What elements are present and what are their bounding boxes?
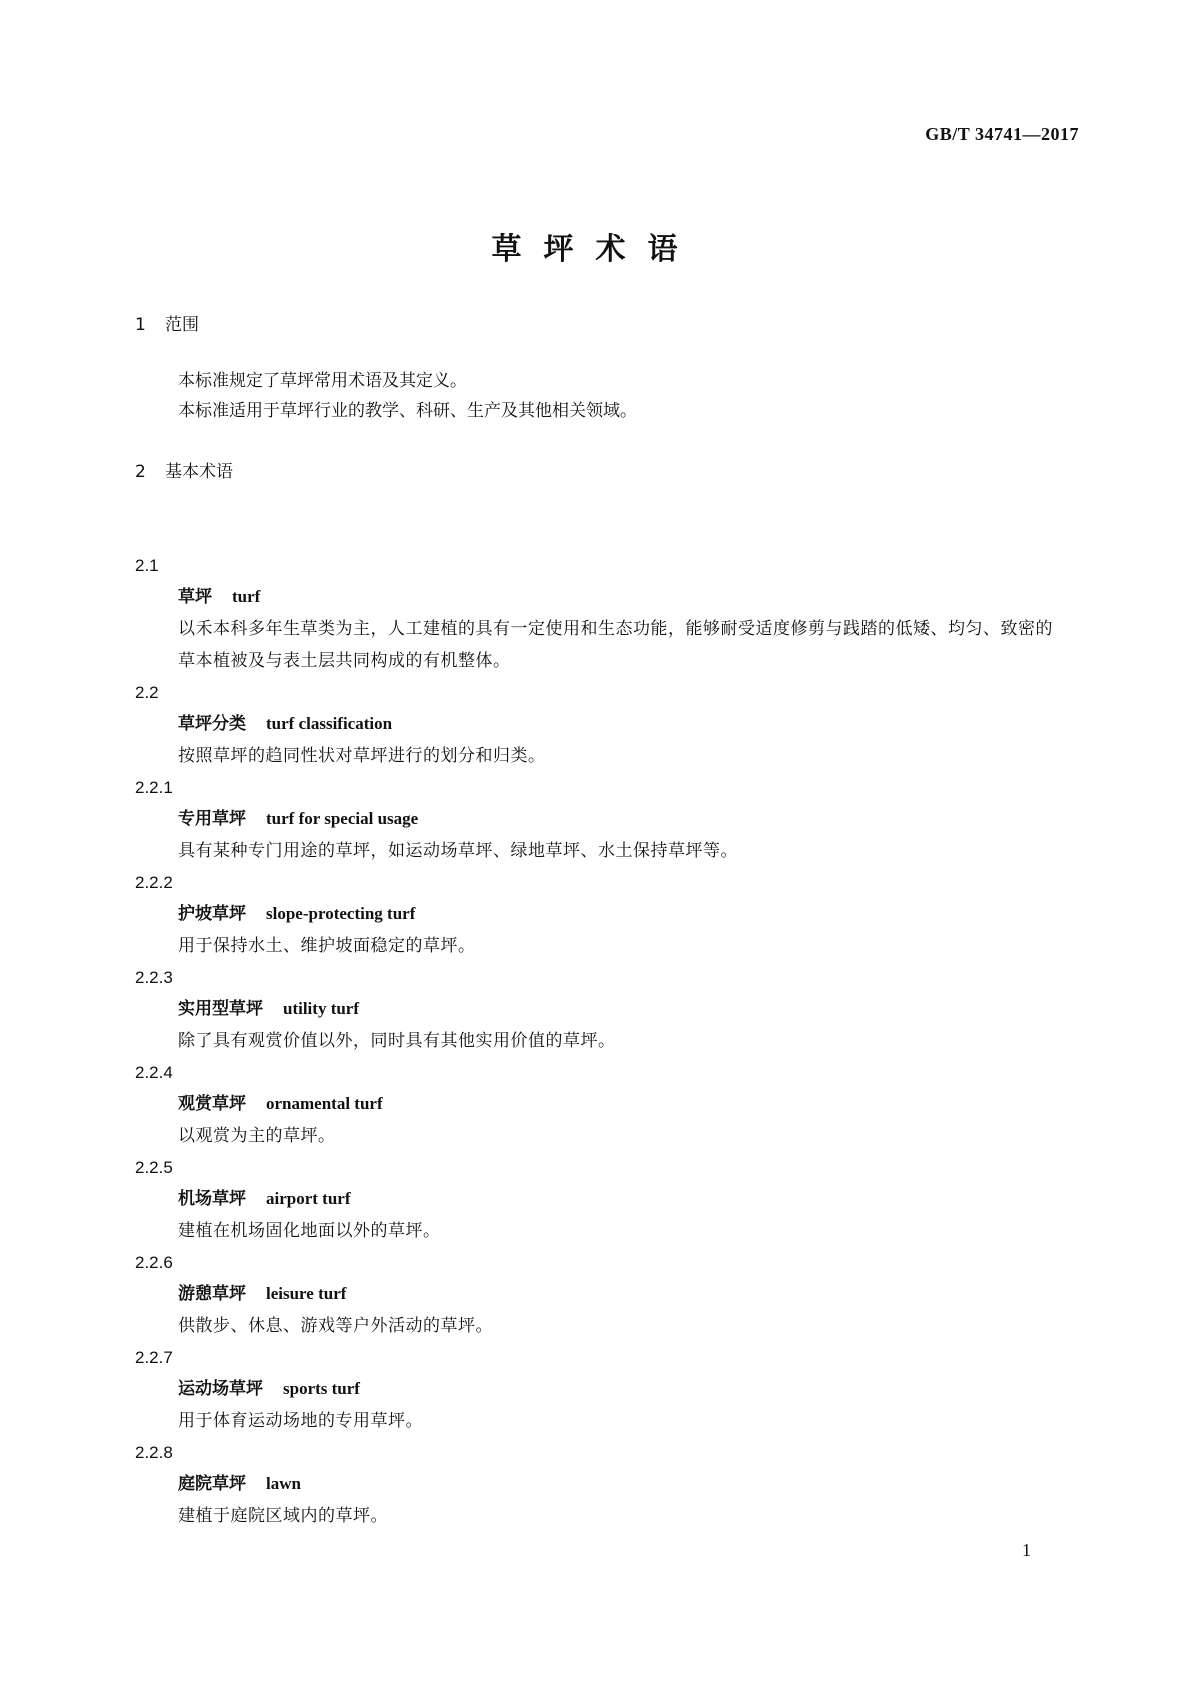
term-heading	[0, 803, 1191, 835]
term-english: utility turf	[283, 999, 360, 1018]
term-chinese: 草坪	[178, 587, 212, 607]
standard-code: GB/T 34741—2017	[925, 124, 1079, 144]
term-entry	[0, 677, 1191, 772]
term-chinese: 草坪分类	[178, 714, 246, 734]
term-heading	[0, 581, 1191, 613]
term-chinese: 观赏草坪	[178, 1094, 246, 1114]
term-heading	[0, 1468, 1191, 1500]
term-english: leisure turf	[266, 1284, 347, 1303]
term-heading	[0, 1183, 1191, 1215]
paragraph: 本标准规定了草坪常用术语及其定义。	[178, 371, 467, 391]
term-number: 2.2.8	[135, 1443, 173, 1462]
term-heading	[0, 708, 1191, 740]
term-heading	[0, 1373, 1191, 1405]
term-chinese: 庭院草坪	[178, 1474, 246, 1494]
term-entry	[0, 1247, 1191, 1342]
term-chinese: 实用型草坪	[178, 999, 263, 1019]
term-heading	[0, 1278, 1191, 1310]
term-chinese: 护坡草坪	[178, 904, 246, 924]
term-english: turf for special usage	[266, 809, 419, 828]
section-heading-scope	[135, 310, 199, 335]
term-definition: 以观赏为主的草坪。	[178, 1126, 336, 1146]
term-english: airport turf	[266, 1189, 351, 1208]
section-number: 2	[135, 462, 146, 482]
term-chinese: 机场草坪	[178, 1189, 246, 1209]
section-title: 基本术语	[165, 462, 233, 482]
paragraph: 本标准适用于草坪行业的教学、科研、生产及其他相关领域。	[178, 401, 637, 421]
term-heading	[0, 993, 1191, 1025]
term-english: turf	[232, 587, 261, 606]
term-number: 2.2.5	[135, 1158, 173, 1177]
term-number: 2.2.1	[135, 778, 173, 797]
term-english: slope-protecting turf	[266, 904, 416, 923]
term-chinese: 专用草坪	[178, 809, 246, 829]
term-english: turf classification	[266, 714, 393, 733]
term-chinese: 运动场草坪	[178, 1379, 263, 1399]
term-english: sports turf	[283, 1379, 360, 1398]
term-entry	[0, 1057, 1191, 1152]
term-definition: 具有某种专门用途的草坪，如运动场草坪、绿地草坪、水土保持草坪等。	[178, 841, 738, 861]
term-heading	[0, 898, 1191, 930]
term-entry	[0, 1152, 1191, 1247]
term-number: 2.2.4	[135, 1063, 173, 1082]
term-chinese: 游憩草坪	[178, 1284, 246, 1304]
term-english: ornamental turf	[266, 1094, 383, 1113]
term-definition: 建植在机场固化地面以外的草坪。	[178, 1221, 441, 1241]
term-number: 2.1	[135, 556, 159, 575]
term-heading	[0, 1088, 1191, 1120]
term-definition: 建植于庭院区域内的草坪。	[178, 1506, 388, 1526]
term-entry	[0, 867, 1191, 962]
page-number: 1	[1022, 1540, 1031, 1560]
section-title: 范围	[165, 315, 199, 335]
document-title: 草坪术语	[491, 232, 700, 267]
term-definition: 用于体育运动场地的专用草坪。	[178, 1411, 423, 1431]
term-number: 2.2.6	[135, 1253, 173, 1272]
term-entry	[0, 1342, 1191, 1437]
term-number: 2.2.3	[135, 968, 173, 987]
term-entry	[0, 1437, 1191, 1532]
term-entry	[0, 962, 1191, 1057]
term-entry	[0, 772, 1191, 867]
term-english: lawn	[266, 1474, 301, 1493]
term-definition: 除了具有观赏价值以外，同时具有其他实用价值的草坪。	[178, 1031, 616, 1051]
term-entries	[0, 550, 1191, 1532]
term-number: 2.2.2	[135, 873, 173, 892]
term-definition: 供散步、休息、游戏等户外活动的草坪。	[178, 1316, 493, 1336]
term-definition: 按照草坪的趋同性状对草坪进行的划分和归类。	[178, 746, 546, 766]
term-entry	[0, 550, 1191, 677]
term-definition: 用于保持水土、维护坡面稳定的草坪。	[178, 936, 476, 956]
term-definition: 以禾本科多年生草类为主，人工建植的具有一定使用和生态功能，能够耐受适度修剪与践踏的低矮、均匀、致密的草本植被及与表土层共同构成的有机整体。	[178, 619, 1053, 671]
section-heading-basic-terms	[135, 457, 233, 482]
term-number: 2.2.7	[135, 1348, 173, 1367]
term-number: 2.2	[135, 683, 159, 702]
section-number: 1	[135, 315, 146, 335]
